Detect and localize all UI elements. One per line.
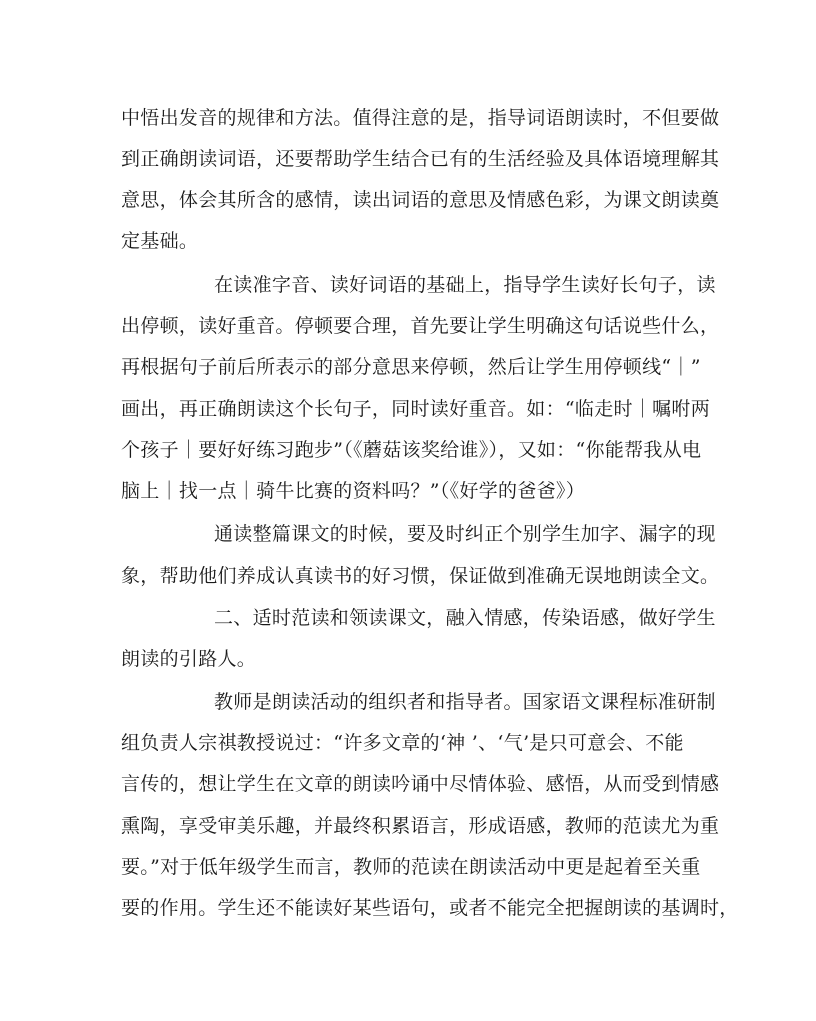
text-line: 再根据句子前后所表示的部分意思来停顿，然后让学生用停顿线“｜”	[121, 356, 701, 378]
text-line: 象，帮助他们养成认真读书的好习惯，保证做到准确无误地朗读全文。	[121, 565, 720, 587]
text-line: 画出，再正确朗读这个长句子，同时读好重音。如：“临走时｜嘱咐两	[121, 398, 711, 420]
text-line: 二、适时范读和领读课文，融入情感，传染语感，做好学生	[214, 607, 716, 629]
text-line: 定基础。	[121, 230, 199, 252]
text-line: 要。”对于低年级学生而言，教师的范读在朗读活动中更是起着至关重	[121, 856, 701, 878]
text-line: 中悟出发音的规律和方法。值得注意的是，指导词语朗读时，不但要做	[121, 107, 720, 129]
text-line: 教师是朗读活动的组织者和指导者。国家语文课程标准研制	[214, 691, 716, 713]
text-line: 在读准字音、读好词语的基础上，指导学生读好长句子，读	[214, 274, 716, 296]
text-line: 要的作用。学生还不能读好某些语句，或者不能完全把握朗读的基调时，	[121, 897, 739, 919]
text-line: 组负责人宗祺教授说过：“许多文章的‘神 ’、‘气’是只可意会、不能	[121, 732, 684, 754]
text-line: 脑上｜找一点｜骑牛比赛的资料吗？”（《好学的爸爸》）	[121, 480, 586, 502]
text-line: 熏陶，享受审美乐趣，并最终积累语言，形成语感，教师的范读尤为重	[121, 815, 720, 837]
text-line: 个孩子｜要好好练习跑步”（《蘑菇该奖给谁》），又如：“你能帮我从电	[121, 439, 702, 461]
text-line: 言传的，想让学生在文章的朗读吟诵中尽情体验、感悟，从而受到情感	[121, 773, 720, 795]
text-line: 到正确朗读词语，还要帮助学生结合已有的生活经验及具体语境理解其	[121, 148, 720, 170]
text-line: 朗读的引路人。	[121, 648, 257, 670]
text-line: 出停顿，读好重音。停顿要合理，首先要让学生明确这句话说些什么，	[121, 315, 720, 337]
text-line: 通读整篇课文的时候，要及时纠正个别学生加字、漏字的现	[214, 523, 716, 545]
text-line: 意思，体会其所含的感情，读出词语的意思及情感色彩，为课文朗读奠	[121, 189, 720, 211]
